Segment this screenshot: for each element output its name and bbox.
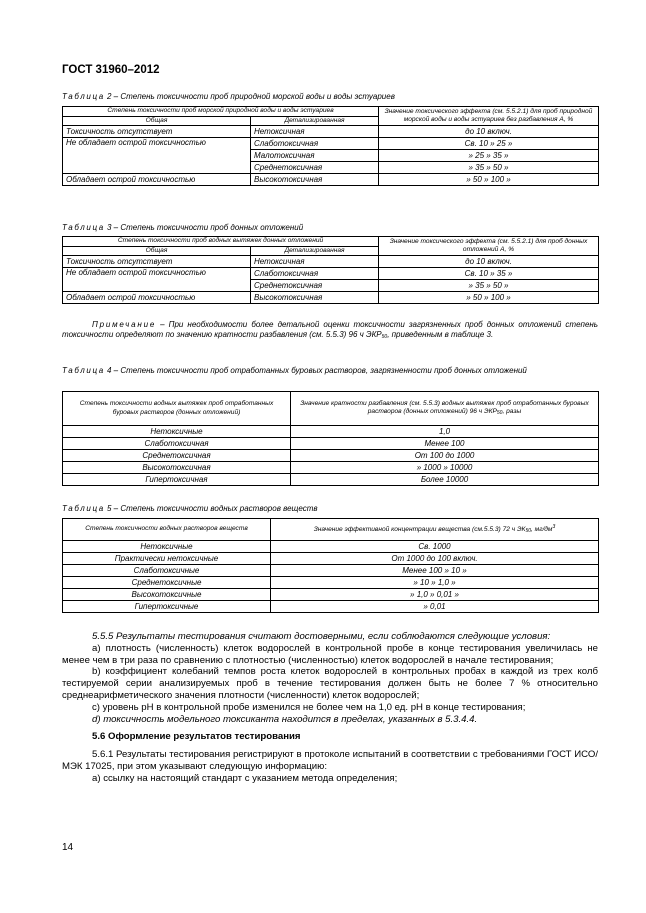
table-cell: до 10 включ. xyxy=(379,256,599,268)
table-cell: Обладает острой токсичностью xyxy=(63,174,251,186)
table-cell: Слаботоксичная xyxy=(251,268,379,280)
table5-header-degree: Степень токсичности водных растворов веществ xyxy=(63,519,271,541)
table3-caption: Таблица 3 – Степень токсичности проб донных отложений xyxy=(62,223,304,232)
table-cell: Среднетоксичная xyxy=(251,162,379,174)
table-row xyxy=(63,474,599,486)
table-cell: Высокотоксичная xyxy=(251,174,379,186)
table3 xyxy=(62,236,599,304)
table-cell: Нетоксичная xyxy=(251,256,379,268)
para-a: а) плотность (численность) клеток водорослей в контрольной пробе в конце тестирования увеличилась не менее чем в три раза по сравнению с плотностью (численностью) клеток водорослей в начале тестирования; xyxy=(62,642,598,666)
table-cell: 1,0 xyxy=(291,426,599,438)
table-cell: Менее 100 xyxy=(291,438,599,450)
table-cell: Практически нетоксичные xyxy=(63,553,271,565)
table-row xyxy=(63,292,599,304)
table5-caption: Таблица 5 – Степень токсичности водных растворов веществ xyxy=(62,504,318,513)
body-text xyxy=(62,631,598,785)
document-header: ГОСТ 31960–2012 xyxy=(62,64,160,76)
para-5-6-1: 5.6.1 Результаты тестирования регистрируют в протоколе испытаний в соответствии с требованиями ГОСТ ИСО/МЭК 17025, при этом указывают следующую информацию: xyxy=(62,749,598,772)
table-row xyxy=(63,577,599,589)
table4-header-degree: Степень токсичности водных вытяжек проб отработанных буровых растворов (донных отложений) xyxy=(63,392,291,426)
table-cell: Св. 10 » 35 » xyxy=(379,268,599,280)
table-row xyxy=(63,589,599,601)
para-c: с) уровень рН в контрольной пробе изменился не более чем на 1,0 ед. рН в конце тестирования; xyxy=(92,701,526,713)
table-cell: Не обладает острой токсичностью xyxy=(63,268,251,292)
table3-header-group: Степень токсичности проб водных вытяжек донных отложений xyxy=(63,237,379,247)
table-cell: Более 10000 xyxy=(291,474,599,486)
table-cell: Высокотоксичные xyxy=(63,589,271,601)
table3-header-general: Общая xyxy=(63,246,251,256)
table-cell: Не обладает острой токсичностью xyxy=(63,138,251,174)
table-row xyxy=(63,450,599,462)
table4-header-value: Значение кратности разбавления (см. 5.5.3) водных вытяжек проб отработанных буровых растворов (донных отложений) 96 ч $ЭКР_{50}$, разы xyxy=(291,392,599,426)
table-row xyxy=(63,601,599,613)
table5-header-value: Значение эффективной концентрации вещества (см.5.5.3) 72 ч $ЭК_{50}$, $мг/дм^3$ xyxy=(271,519,599,541)
table-cell: » 35 » 50 » xyxy=(379,162,599,174)
table-cell: » 10 » 1,0 » xyxy=(271,577,599,589)
table-cell: Св. 10 » 25 » xyxy=(379,138,599,150)
table-row xyxy=(63,462,599,474)
table-cell: От 100 до 1000 xyxy=(291,450,599,462)
table-cell: Высокотоксичная xyxy=(251,292,379,304)
table-row xyxy=(63,268,599,280)
table-cell: Среднетоксичная xyxy=(251,280,379,292)
table2-header-group: Степень токсичности проб морской природной воды и воды эстуариев xyxy=(63,107,379,117)
para-d: d) токсичность модельного токсиканта находится в пределах, указанных в 5.3.4.4. xyxy=(92,713,478,725)
table-cell: Среднетоксичная xyxy=(63,450,291,462)
table4 xyxy=(62,391,599,486)
table-cell: » 35 » 50 » xyxy=(379,280,599,292)
table2 xyxy=(62,106,599,186)
table5 xyxy=(62,518,599,613)
table-cell: » 50 » 100 » xyxy=(379,174,599,186)
table-cell: От 1000 до 100 включ. xyxy=(271,553,599,565)
table-row xyxy=(63,126,599,138)
table-cell: Высокотоксичная xyxy=(63,462,291,474)
table2-header-general: Общая xyxy=(63,116,251,126)
table-cell: Среднетоксичные xyxy=(63,577,271,589)
table-cell: » 50 » 100 » xyxy=(379,292,599,304)
table-cell: » 0,01 xyxy=(271,601,599,613)
table-cell: » 1,0 » 0,01 » xyxy=(271,589,599,601)
table3-header-value: Значение токсического эффекта (см. 5.5.2.1) для проб донных отложений А, % xyxy=(379,237,599,256)
table-cell: Гипертоксичная xyxy=(63,474,291,486)
table-cell: Слаботоксичные xyxy=(63,565,271,577)
table-cell: Малотоксичная xyxy=(251,150,379,162)
table-row xyxy=(63,541,599,553)
table-row xyxy=(63,565,599,577)
table-cell: Гипертоксичные xyxy=(63,601,271,613)
table2-header-value: Значение токсического эффекта (см. 5.5.2.1) для проб природной морской воды и воды эстуариев без разбавления А, % xyxy=(379,107,599,126)
section-5-6-heading: 5.6 Оформление результатов тестирования xyxy=(92,731,301,743)
table-cell: Обладает острой токсичностью xyxy=(63,292,251,304)
table-row xyxy=(63,426,599,438)
table-cell: Менее 100 » 10 » xyxy=(271,565,599,577)
table-cell: » 25 » 35 » xyxy=(379,150,599,162)
table-cell: Нетоксичные xyxy=(63,541,271,553)
table-cell: Слаботоксичная xyxy=(63,438,291,450)
table-cell: Нетоксичная xyxy=(251,126,379,138)
table-row xyxy=(63,174,599,186)
table-cell: до 10 включ. xyxy=(379,126,599,138)
table-cell: » 1000 » 10000 xyxy=(291,462,599,474)
page-number: 14 xyxy=(62,842,74,853)
table3-note: Примечание – При необходимости более детальной оценки токсичности загрязненных проб донных отложений степень токсичности определяют по значению кратности разбавления (см. 5.5.3) 96 ч $ЭКР_{50}$, приведенным в таблице 3. xyxy=(62,320,598,341)
table-cell: Св. 1000 xyxy=(271,541,599,553)
table2-caption: Таблица 2 – Степень токсичности проб природной морской воды и воды эстуариев xyxy=(62,92,395,101)
table-cell: Токсичность отсутствует xyxy=(63,126,251,138)
para-5-5-5: 5.5.5 Результаты тестирования считают достоверными, если соблюдаются следующие условия: xyxy=(92,631,551,642)
table-cell: Слаботоксичная xyxy=(251,138,379,150)
table-row xyxy=(63,256,599,268)
para-a2: а) ссылку на настоящий стандарт с указанием метода определения; xyxy=(92,772,398,784)
table4-caption: Таблица 4 – Степень токсичности проб отработанных буровых растворов, загрязненности проб донных отложений xyxy=(62,366,527,375)
table-row xyxy=(63,438,599,450)
table-cell: Нетоксичные xyxy=(63,426,291,438)
table3-header-detailed: Детализированная xyxy=(251,246,379,256)
para-b: b) коэффициент колебаний темпов роста клеток водорослей в контрольных пробах в каждой из трех колб тестируемой серии анализируемых проб в течение тестирования должен быть не более 7 % относительно среднеарифметического значения плотности (численности) клеток водорослей; xyxy=(62,666,598,701)
table-row xyxy=(63,138,599,150)
table-cell: Токсичность отсутствует xyxy=(63,256,251,268)
table-row xyxy=(63,553,599,565)
table2-header-detailed: Детализированная xyxy=(251,116,379,126)
